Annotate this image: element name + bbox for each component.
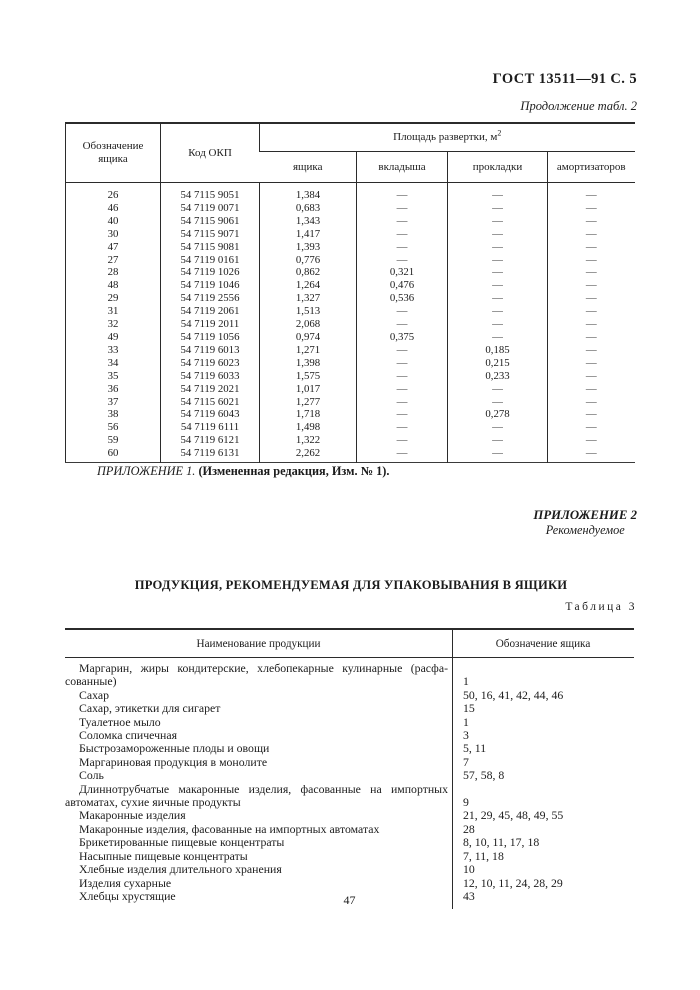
cell: — <box>548 434 635 447</box>
table-row <box>65 662 634 689</box>
cell: — <box>448 447 548 462</box>
cell: 59 <box>107 434 119 447</box>
cell: 54 7119 6043 <box>161 408 260 421</box>
cell: 0,683 <box>260 202 357 215</box>
cell: 54 7119 2061 <box>161 305 260 318</box>
box-numbers: 1 <box>463 674 469 689</box>
cell: — <box>548 292 635 305</box>
table-row <box>65 809 634 822</box>
column-header-box-designation: Обозначение ящика <box>495 637 591 650</box>
box-numbers: 43 <box>463 888 475 903</box>
product-name-line: Брикетированные пищевые концентраты <box>79 835 285 850</box>
cell: — <box>448 383 548 396</box>
table3-body <box>65 658 634 909</box>
cell: 28 <box>107 266 119 279</box>
table-row <box>65 863 634 876</box>
cell: — <box>357 215 448 228</box>
box-numbers: 8, 10, 11, 17, 18 <box>463 835 540 850</box>
cell: 54 7115 9071 <box>161 228 260 241</box>
cell: — <box>448 228 548 241</box>
cell: 60 <box>107 447 119 460</box>
cell: 1,384 <box>260 183 357 202</box>
table-row <box>66 279 635 292</box>
cell: 54 7115 9051 <box>161 183 260 202</box>
cell: — <box>357 202 448 215</box>
box-numbers: 7 <box>463 754 469 769</box>
cell: 1,271 <box>260 344 357 357</box>
table-row <box>66 344 635 357</box>
cell: 1,343 <box>260 215 357 228</box>
cell: 1,718 <box>260 408 357 421</box>
cell: — <box>548 202 635 215</box>
box-numbers: 3 <box>463 728 469 743</box>
table-row <box>66 434 635 447</box>
cell: — <box>448 215 548 228</box>
table-row <box>66 202 635 215</box>
cell: 0,375 <box>357 331 448 344</box>
cell: — <box>548 241 635 254</box>
cell: 0,321 <box>357 266 448 279</box>
product-name-line: Маргариновая продукция в монолите <box>79 754 268 769</box>
cell: 54 7119 6111 <box>161 421 260 434</box>
product-name <box>65 823 452 836</box>
box-numbers: 5, 11 <box>463 741 487 756</box>
cell: 1,398 <box>260 357 357 370</box>
cell: 36 <box>107 382 119 395</box>
cell: — <box>448 331 548 344</box>
product-name <box>65 702 452 715</box>
table-row <box>66 305 635 318</box>
cell: — <box>357 447 448 462</box>
table-row <box>65 769 634 782</box>
product-name-line: Насыпные пищевые концентраты <box>79 848 248 863</box>
appendix1-label: ПРИЛОЖЕНИЕ 1. <box>97 464 196 478</box>
page-number: 47 <box>343 893 356 907</box>
box-numbers: 1 <box>463 714 469 729</box>
cell: — <box>357 228 448 241</box>
cell: — <box>357 318 448 331</box>
cell: 27 <box>107 253 119 266</box>
cell: 1,417 <box>260 228 357 241</box>
product-name-line: автоматах, сухие яичные продукты <box>65 795 241 810</box>
cell: 54 7119 0161 <box>161 254 260 267</box>
box-numbers: 21, 29, 45, 48, 49, 55 <box>463 808 564 823</box>
table-row <box>66 254 635 267</box>
product-name-line: Макаронные изделия <box>79 808 186 823</box>
table-row <box>66 331 635 344</box>
cell: — <box>357 183 448 202</box>
cell: — <box>548 254 635 267</box>
table3-recommended-products <box>65 628 634 909</box>
cell: 30 <box>107 227 119 240</box>
cell: 37 <box>107 395 119 408</box>
cell: — <box>448 202 548 215</box>
column-header-product-name: Наименование продукции <box>196 637 321 650</box>
cell: 1,393 <box>260 241 357 254</box>
cell: 54 7119 6131 <box>161 447 260 462</box>
box-numbers: 10 <box>463 862 475 877</box>
table-row <box>65 729 634 742</box>
table-row <box>66 447 635 462</box>
cell: 54 7119 6013 <box>161 344 260 357</box>
cell: 49 <box>107 330 119 343</box>
cell: — <box>548 421 635 434</box>
cell: 1,322 <box>260 434 357 447</box>
column-header-box-area: ящика <box>260 152 357 183</box>
product-name-line: Туалетное мыло <box>79 714 161 729</box>
cell: — <box>548 183 635 202</box>
cell: 1,264 <box>260 279 357 292</box>
cell: 54 7119 6121 <box>161 434 260 447</box>
cell: — <box>548 279 635 292</box>
product-name <box>65 783 452 810</box>
cell: 54 7119 1026 <box>161 266 260 279</box>
product-name-line: Соломка спичечная <box>79 728 178 743</box>
product-name-line: Изделия сухарные <box>79 875 172 890</box>
product-name-line: сованные) <box>65 674 117 689</box>
product-name <box>65 863 452 876</box>
cell: 2,262 <box>260 447 357 462</box>
section-title: ПРОДУКЦИЯ, РЕКОМЕНДУЕМАЯ ДЛЯ УПАКОВЫВАНИЯ В ЯЩИКИ <box>134 578 568 592</box>
cell: 54 7119 2011 <box>161 318 260 331</box>
table-row <box>65 756 634 769</box>
table2-box-areas <box>65 122 635 463</box>
cell: — <box>357 254 448 267</box>
appendix2-subtitle: Рекомендуемое <box>545 523 625 537</box>
cell: — <box>448 396 548 409</box>
table2-body <box>66 183 635 463</box>
box-numbers: 9 <box>463 795 469 810</box>
cell: 33 <box>107 343 119 356</box>
cell: 0,476 <box>357 279 448 292</box>
cell: 54 7119 2021 <box>161 383 260 396</box>
cell: — <box>357 408 448 421</box>
table-row <box>65 850 634 863</box>
cell: — <box>357 305 448 318</box>
product-name-line: Сахар, этикетки для сигарет <box>79 701 221 716</box>
cell: — <box>357 383 448 396</box>
cell: 2,068 <box>260 318 357 331</box>
product-name <box>65 689 452 702</box>
cell: — <box>548 396 635 409</box>
cell: 0,536 <box>357 292 448 305</box>
cell: — <box>448 292 548 305</box>
product-name <box>65 836 452 849</box>
column-header-box-designation: Обозначение ящика <box>66 123 161 183</box>
column-header-liner-area: вкладыша <box>357 152 448 183</box>
cell: 0,974 <box>260 331 357 344</box>
cell: 1,017 <box>260 383 357 396</box>
product-name-line: Макаронные изделия, фасованные на импортных автоматах <box>79 821 380 836</box>
column-header-gasket-area: прокладки <box>448 152 548 183</box>
product-name-line: Соль <box>79 768 104 783</box>
cell: — <box>357 370 448 383</box>
table-row <box>66 292 635 305</box>
product-name <box>65 729 452 742</box>
cell: 1,327 <box>260 292 357 305</box>
table-row <box>66 383 635 396</box>
table3-column-separator <box>452 630 453 909</box>
table-row <box>66 357 635 370</box>
cell: 35 <box>107 369 119 382</box>
table3-caption: Таблица 3 <box>565 601 637 613</box>
appendix2-label: ПРИЛОЖЕНИЕ 2 <box>533 508 637 522</box>
box-numbers: 50, 16, 41, 42, 44, 46 <box>463 687 564 702</box>
table-row <box>65 742 634 755</box>
cell: — <box>548 408 635 421</box>
table-row <box>66 266 635 279</box>
product-name <box>65 769 452 782</box>
table-row <box>66 215 635 228</box>
cell: 1,277 <box>260 396 357 409</box>
cell: — <box>548 318 635 331</box>
cell: — <box>548 447 635 462</box>
product-name <box>65 662 452 689</box>
table2-header <box>66 123 635 183</box>
column-header-shock-absorber-area: амортизаторов <box>548 152 635 183</box>
cell: 47 <box>107 240 119 253</box>
box-numbers: 28 <box>463 821 475 836</box>
cell: 1,575 <box>260 370 357 383</box>
cell: 1,498 <box>260 421 357 434</box>
table-row <box>66 228 635 241</box>
cell: — <box>548 357 635 370</box>
cell: — <box>548 266 635 279</box>
cell: 0,185 <box>448 344 548 357</box>
cell: — <box>357 357 448 370</box>
product-name <box>65 716 452 729</box>
cell: 26 <box>107 189 119 201</box>
cell: — <box>548 228 635 241</box>
product-name-line: Маргарин, жиры кондитерские, хлебопекарные кулинарные (расфа- <box>79 661 448 675</box>
cell: — <box>357 241 448 254</box>
cell: 54 7119 2556 <box>161 292 260 305</box>
column-header-area-group <box>260 123 635 152</box>
cell: — <box>357 434 448 447</box>
table-row <box>66 421 635 434</box>
appendix1-note <box>97 464 389 479</box>
table-row <box>66 183 635 202</box>
cell: — <box>448 266 548 279</box>
cell: — <box>548 344 635 357</box>
cell: — <box>357 396 448 409</box>
table-row <box>65 689 634 702</box>
cell: — <box>448 279 548 292</box>
area-group-label: Площадь развертки, м <box>393 131 498 143</box>
table-row <box>66 370 635 383</box>
cell: 0,776 <box>260 254 357 267</box>
table-row <box>65 702 634 715</box>
doc-reference: ГОСТ 13511—91 С. 5 <box>492 71 637 87</box>
cell: — <box>548 305 635 318</box>
cell: 54 7115 9061 <box>161 215 260 228</box>
cell: 34 <box>107 356 119 369</box>
appendix2-block <box>533 508 637 538</box>
cell: 0,233 <box>448 370 548 383</box>
table-row <box>65 877 634 890</box>
table-row <box>66 396 635 409</box>
cell: — <box>548 331 635 344</box>
cell: — <box>448 434 548 447</box>
product-name <box>65 877 452 890</box>
table-row <box>66 241 635 254</box>
area-group-superscript: 2 <box>497 128 502 138</box>
cell: 0,862 <box>260 266 357 279</box>
cell: — <box>357 344 448 357</box>
product-name <box>65 756 452 769</box>
cell: — <box>548 383 635 396</box>
column-header-okp-code: Код ОКП <box>161 123 260 183</box>
cell: 56 <box>107 421 119 434</box>
table-row <box>66 408 635 421</box>
cell: 46 <box>107 201 119 214</box>
box-numbers: 57, 58, 8 <box>463 768 505 783</box>
cell: 40 <box>107 214 119 227</box>
table-row <box>65 823 634 836</box>
cell: — <box>357 421 448 434</box>
cell: 31 <box>107 305 119 318</box>
cell: 29 <box>107 292 119 305</box>
cell: 0,278 <box>448 408 548 421</box>
product-name-line: Быстрозамороженные плоды и овощи <box>79 741 270 756</box>
cell: 54 7119 1046 <box>161 279 260 292</box>
product-name <box>65 850 452 863</box>
table-row <box>65 836 634 849</box>
product-name <box>65 809 452 822</box>
table3-header <box>65 630 634 658</box>
box-numbers: 12, 10, 11, 24, 28, 29 <box>463 875 563 890</box>
cell: 54 7119 1056 <box>161 331 260 344</box>
table-row <box>65 783 634 810</box>
cell: — <box>448 254 548 267</box>
cell: 54 7119 6023 <box>161 357 260 370</box>
cell: 32 <box>107 318 119 331</box>
product-name <box>65 742 452 755</box>
product-name-line: Хлебные изделия длительного хранения <box>79 862 282 877</box>
product-name-line: Длиннотрубчатые макаронные изделия, фасованные на импортных <box>79 781 448 796</box>
cell: 48 <box>107 279 119 292</box>
cell: — <box>448 421 548 434</box>
product-name-line: Хлебцы хрустящие <box>79 888 176 903</box>
box-numbers: 7, 11, 18 <box>463 848 504 863</box>
cell: — <box>448 318 548 331</box>
table2-continuation-caption: Продолжение табл. 2 <box>520 99 637 113</box>
table-row <box>66 318 635 331</box>
cell: 54 7115 6021 <box>161 396 260 409</box>
cell: 38 <box>107 408 119 421</box>
cell: 1,513 <box>260 305 357 318</box>
table-row <box>65 716 634 729</box>
cell: — <box>448 241 548 254</box>
cell: 54 7115 9081 <box>161 241 260 254</box>
appendix1-amendment: (Измененная редакция, Изм. № 1). <box>198 464 390 478</box>
cell: — <box>448 305 548 318</box>
cell: 54 7119 0071 <box>161 202 260 215</box>
product-name-line: Сахар <box>79 687 109 702</box>
cell: 54 7119 6033 <box>161 370 260 383</box>
cell: — <box>548 215 635 228</box>
cell: 0,215 <box>448 357 548 370</box>
cell: — <box>448 183 548 202</box>
box-numbers: 15 <box>463 701 475 716</box>
cell: — <box>548 370 635 383</box>
